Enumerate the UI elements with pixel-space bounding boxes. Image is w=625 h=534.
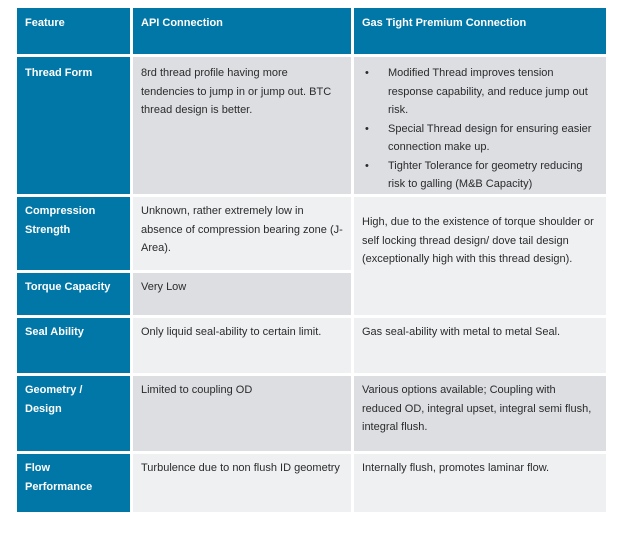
gas-geometry-text: Various options available; Coupling with reduced OD, integral upset, integral semi flush, integral flush. — [362, 384, 592, 433]
api-flow-cell — [133, 454, 351, 512]
api-seal-text: Only liquid seal-ability to certain limit. — [141, 326, 322, 338]
feature-seal-ability — [17, 318, 130, 373]
header-gas-cell — [354, 8, 606, 54]
bullet-icon: • — [365, 122, 369, 135]
gas-thread-form-list — [362, 64, 598, 194]
header-feature-label: Feature — [25, 17, 65, 29]
feature-flow-performance — [17, 454, 130, 512]
api-seal-cell — [133, 318, 351, 373]
api-torque-cell — [133, 273, 351, 315]
list-item: • Special Thread design for ensuring easier connection make up. — [362, 120, 598, 157]
api-flow-text: Turbulence due to non flush ID geometry — [141, 462, 340, 474]
feature-thread-form — [17, 57, 130, 194]
feature-label: Thread Form — [25, 67, 93, 79]
feature-label: Flow Performance — [25, 462, 93, 493]
feature-geometry-design — [17, 376, 130, 451]
header-api-label: API Connection — [141, 17, 223, 29]
gas-flow-cell — [354, 454, 606, 512]
api-thread-form-cell — [133, 57, 351, 194]
gas-flow-text: Internally flush, promotes laminar flow. — [362, 462, 550, 474]
header-gas-label: Gas Tight Premium Connection — [362, 17, 527, 29]
gas-seal-text: Gas seal-ability with metal to metal Seal. — [362, 326, 561, 338]
list-item: • Modified Thread improves tension response capability, and reduce jump out risk. — [362, 64, 598, 120]
header-api-cell — [133, 8, 351, 54]
feature-label: Geometry / Design — [25, 384, 83, 415]
gas-thread-form-cell — [354, 57, 606, 194]
gas-geometry-cell — [354, 376, 606, 451]
api-geometry-text: Limited to coupling OD — [141, 384, 253, 396]
gas-compression-torque-text: High, due to the existence of torque shoulder or self locking thread design/ dove tail design (exceptionally high with this thread design). — [362, 216, 594, 265]
feature-compression-strength — [17, 197, 130, 270]
api-compression-cell — [133, 197, 351, 270]
feature-label: Torque Capacity — [25, 281, 111, 293]
feature-label: Seal Ability — [25, 326, 84, 338]
feature-label: Compression Strength — [25, 205, 96, 236]
api-torque-text: Very Low — [141, 281, 187, 293]
api-compression-text: Unknown, rather extremely low in absence of compression bearing zone (J-Area). — [141, 205, 343, 254]
gas-compression-torque-cell — [354, 197, 606, 315]
bullet-icon: • — [365, 159, 369, 172]
list-item: • Tighter Tolerance for geometry reducing risk to galling (M&B Capacity) — [362, 157, 598, 194]
api-thread-form-text: 8rd thread profile having more tendencies to jump in or jump out. BTC thread design is better. — [141, 67, 332, 116]
header-feature-cell — [17, 8, 130, 54]
bullet-icon: • — [365, 67, 369, 79]
feature-torque-capacity — [17, 273, 130, 315]
comparison-table — [17, 8, 606, 512]
gas-seal-cell — [354, 318, 606, 373]
api-geometry-cell — [133, 376, 351, 451]
